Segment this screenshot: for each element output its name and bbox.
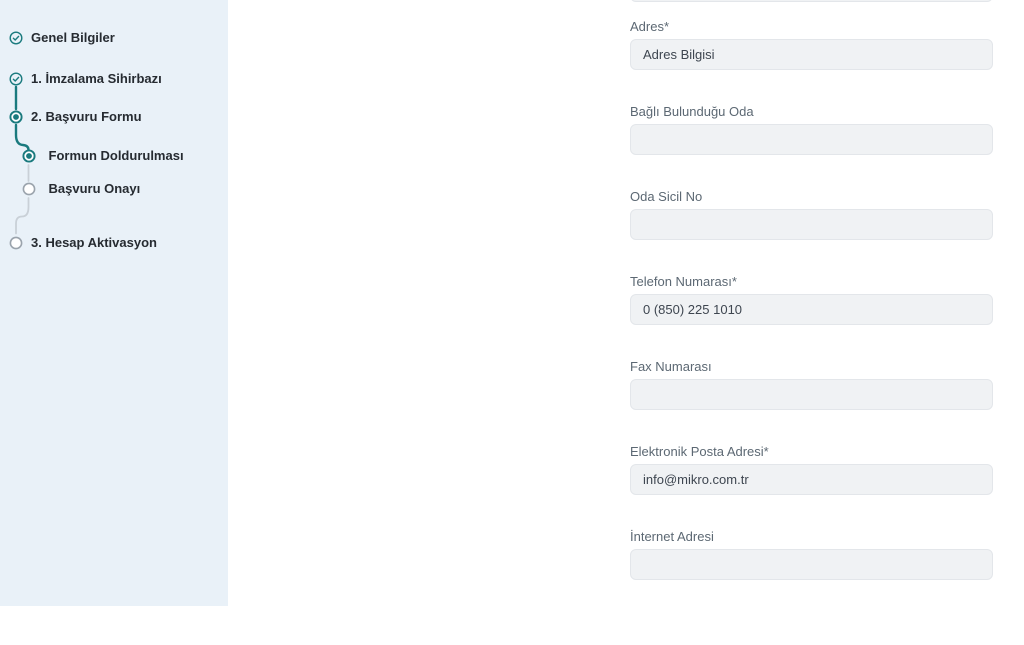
application-form [630, 0, 993, 614]
step-label: 3. Hesap Aktivasyon [31, 234, 157, 250]
telefon-numarasi-input[interactable] [630, 294, 993, 325]
fax-numarasi-input[interactable] [630, 379, 993, 410]
adres-input[interactable] [630, 39, 993, 70]
check-circle-icon [9, 72, 23, 86]
check-circle-icon [9, 31, 23, 45]
radio-empty-icon [22, 182, 36, 196]
substep-label: Başvuru Onayı [48, 181, 141, 196]
internet-adresi-label: İnternet Adresi [630, 529, 714, 544]
telefon-numarasi-label: Telefon Numarası* [630, 274, 737, 289]
radio-active-icon [22, 149, 36, 163]
form-field-fax-numarasi [630, 359, 993, 410]
elektronik-posta-label: Elektronik Posta Adresi* [630, 444, 769, 459]
step-label: 2. Başvuru Formu [31, 109, 142, 124]
wizard-sidebar [0, 0, 228, 606]
internet-adresi-input[interactable] [630, 549, 993, 580]
bagli-bulundugu-oda-input[interactable] [630, 124, 993, 155]
oda-sicil-no-input[interactable] [630, 209, 993, 240]
step-genel-bilgiler[interactable] [9, 31, 115, 45]
step-label: 1. İmzalama Sihirbazı [31, 71, 162, 86]
input-partial-above-fold[interactable] [630, 0, 993, 2]
form-field-oda-sicil-no [630, 189, 993, 240]
substep-basvuru-onayi[interactable] [22, 182, 141, 196]
connector-pending-elbow [16, 198, 29, 234]
radio-empty-icon [9, 236, 23, 250]
adres-label: Adres* [630, 19, 670, 34]
stepper-connector-lines [0, 0, 228, 606]
fax-numarasi-label: Fax Numarası [630, 359, 712, 374]
radio-active-icon [9, 110, 23, 124]
form-field-bagli-bulundugu-oda [630, 104, 993, 155]
form-field-adres [630, 19, 993, 70]
step-label: Genel Bilgiler [31, 30, 115, 45]
form-field-telefon-numarasi [630, 274, 993, 325]
connector-active-elbow [16, 125, 29, 150]
form-field-elektronik-posta [630, 444, 993, 495]
form-field-internet-adresi [630, 529, 993, 580]
oda-sicil-no-label: Oda Sicil No [630, 189, 703, 204]
step-basvuru-formu[interactable] [9, 110, 142, 124]
step-imzalama-sihirbazi[interactable] [9, 72, 162, 86]
bagli-bulundugu-oda-label: Bağlı Bulunduğu Oda [630, 104, 754, 119]
step-hesap-aktivasyon[interactable] [9, 236, 157, 250]
substep-label: Formun Doldurulması [48, 148, 184, 163]
elektronik-posta-input[interactable] [630, 464, 993, 495]
substep-formun-doldurulmasi[interactable] [22, 149, 184, 163]
